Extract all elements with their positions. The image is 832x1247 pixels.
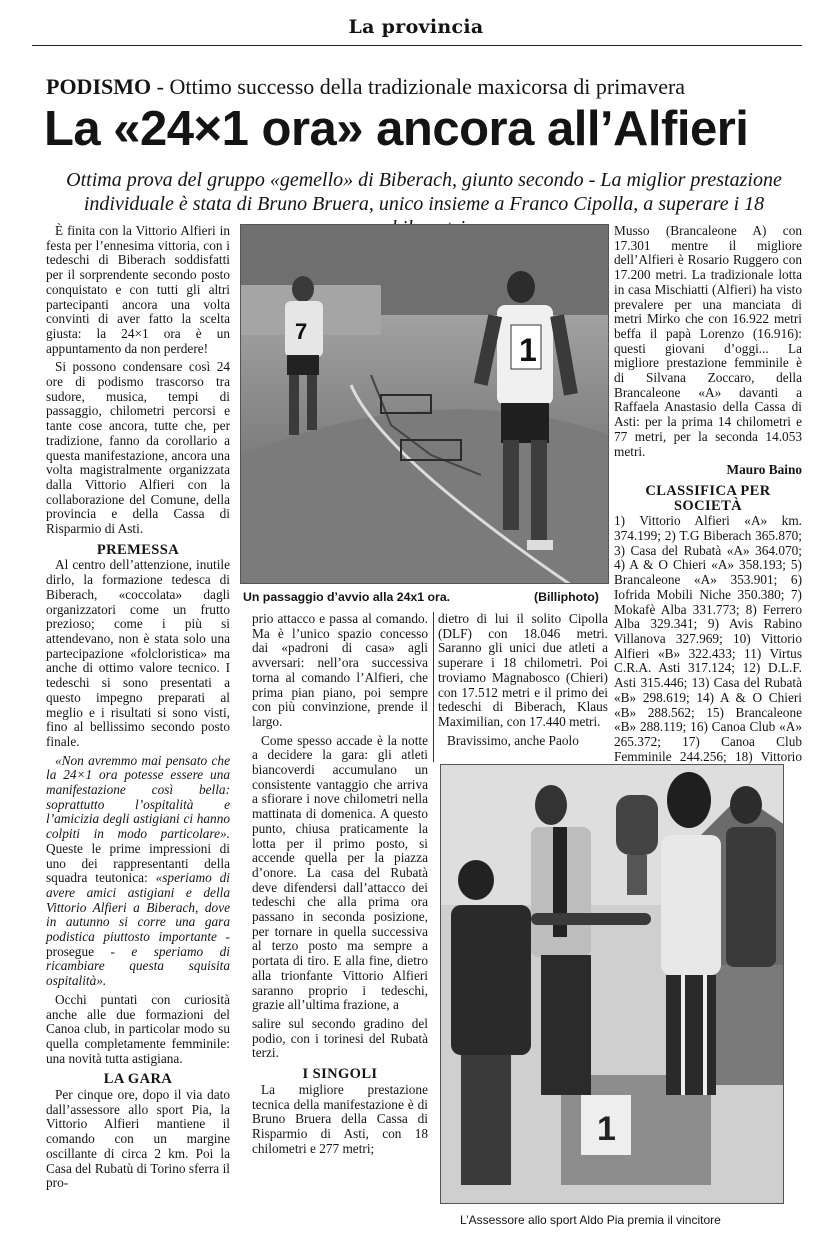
- podium-image: [441, 765, 784, 1204]
- photo2-caption: L’Assessore allo sport Aldo Pia premia il vincitore: [460, 1213, 721, 1227]
- paragraph: Per cinque ore, dopo il via dato dall’assessore allo sport Pia, la Vittorio Alfieri mantiene il comando con un margine oscillante di circa 2 km. Poi la Casa del Rubatù di Torino sferra il pro-: [46, 1087, 230, 1191]
- paragraph: prio attacco e passa al comando. Ma è l’unico spazio concesso dai «padroni di casa» agli avversari: nell’ora successiva torna al comando l’Alfieri, che prima pian piano, poi sempre con più convinzione, prende il largo.: [252, 611, 428, 729]
- article-column-2: [252, 612, 428, 1160]
- paragraph: È finita con la Vittorio Alfieri in festa per l’ennesima vittoria, con i tedeschi di Biberach soddisfatti per il sorprendente secondo posto conquistato e con tutti gli altri partecipanti ancora una volta convinti di aver fatto la scelta giusta: la 24×1 ora è un appuntamento da non perdere!: [46, 223, 230, 356]
- author-signature: Mauro Baino: [726, 462, 802, 478]
- quote-paragraph: «Non avremmo mai pensato che la 24×1 ora potesse essere una manifestazione così bella: soprattutto l’ospitalità e l’amicizia degli astigiani ci hanno colpiti in modo particolare». Queste le prime impressioni di uno dei rappresentanti della squadra teutonica: «speriamo di avere amici astigiani e della Vittorio Alfieri a Biberach, dove in autunno si corre una gara podistica piuttosto importante - prosegue - e speriamo di ricambiare questa squisita ospitalità».: [46, 752, 231, 989]
- masthead-rule: [32, 45, 802, 46]
- svg-text:1: 1: [597, 1110, 616, 1148]
- section-heading: PREMESSA: [96, 541, 180, 558]
- photo1-caption: Un passaggio d’avvio alla 24x1 ora.: [243, 590, 451, 604]
- runners-image: [241, 225, 609, 584]
- paragraph: Come spesso accade è la notte a decidere la gara: gli atleti biancoverdi accumulano un consistente vantaggio che arriva a sfiorare i nove chilometri nella mattinata di domenica. A questo punto, chiusa praticamente la lotta per il primo posto, si accende quella per la piazza d’onore. La casa del Rubatà deve difendersi dall’attacco dei tedeschi che alla prima ora passano in seconda posizione, per tornare in quella successiva al terzo posto ma sempre a portata di tiro. E alla fine, dietro alla trionfante Vittorio Alfieri saranno proprio i tedeschi, grazie all’ultima frazione, a: [252, 732, 428, 1013]
- paragraph: dietro di lui il solito Cipolla (DLF) con 18.046 metri. Saranno gli unici due atleti a superare i 18 chilometri. Poi troviamo Magnabosco (Chieri) con 17.512 metri e il primo dei tedeschi di Biberach, Klaus Maximilian, con 17.440 metri.: [438, 611, 608, 729]
- column-divider: [433, 612, 434, 762]
- subheadline: Ottima prova del gruppo «gemello» di Biberach, giunto secondo - La miglior prestazione individuale è stata di Bruno Bruera, unico insieme a Franco Cipolla, a superare i 18: [66, 169, 782, 215]
- kicker-text: - Ottimo successo della tradizionale maxicorsa di primavera: [151, 74, 686, 99]
- standings-list: 1) Vittorio Alfieri «A» km. 374.199; 2) T.G Biberach 365.870; 3) Casa del Rubatà «A» 364.070; 4) A & O Chieri «A» 358.193; 5) Brancaleone «A» 353.901; 6) Iofrida Mobili Niche 350.380; 7) Mokafè Alba 331.773; 8) Ferrero Alba 329.341; 9) Avis Rabino Villanova 327.969; 10) Vittorio Alfieri «B» 322.433; 11) Virtus C.R.A. Asti 317.124; 12) D.L.F. Asti 315.446; 13) Casa del Rubatà «B» 298.619; 14) A & O Chieri «B» 288.562; 15) Brancaleone «B» 288.119; 16) Canoa Club «A» 265.372; 17) Canoa Club Femminile 244.256; 18) Vittorio: [614, 513, 802, 764]
- paragraph: Musso (Brancaleone A) con 17.301 mentre il migliore dell’Alfieri è Rosario Ruggero con 17.200 metri. La tradizionale lotta in casa Mischiatti (Alfieri) ha visto prevalere per una manciata di metri Mirko che con 16.922 metri beffa il papà Lorenzo (16.916): questi giovani d’oggi... La migliore prestazione femminile è di Silvana Zoccaro, della Brancaleone «A» davanti a Raffaela Anastasio della Cassa di Asti: per la prima 14 chilometri e 77 metri, per la seconda 14.053 metri.: [614, 223, 802, 459]
- article-column-3: [438, 612, 608, 752]
- svg-text:7: 7: [295, 319, 308, 344]
- kicker: [46, 74, 806, 100]
- article-column-1: [46, 224, 230, 1195]
- photo-runners: [240, 224, 609, 584]
- kicker-section: PODISMO: [46, 74, 152, 99]
- photo-podium: [440, 764, 784, 1204]
- article-column-4: [614, 224, 802, 783]
- masthead: La provincia: [348, 16, 484, 38]
- paragraph: Bravissimo, anche Paolo: [447, 732, 579, 748]
- paragraph: Occhi puntati con curiosità anche alle due formazioni del Canoa club, in particolar modo su quella completamente femminile: una novità tutta astigiana.: [46, 991, 230, 1066]
- svg-text:1: 1: [519, 332, 537, 368]
- headline: La «24×1 ora» ancora all’Alfieri: [44, 102, 749, 156]
- paragraph: La migliore prestazione tecnica della manifestazione è di Bruno Bruera della Cassa di Risparmio di Asti, con 18 chilometri e 277 metri;: [252, 1081, 428, 1156]
- section-heading: CLASSIFICA PER SOCIETÀ: [645, 482, 771, 514]
- paragraph: Si possono condensare così 24 ore di podismo trascorso tra sudore, musica, tempi di passaggio, chilometri percorsi e tante cose ancora, tutte che, per tradizione, fanno da corollario a questa manifestazione, ancora una volta magistralmente organizzata dalla Vittorio Alfieri con la collaborazione del Comune, della provincia e della Cassa di Risparmio di Asti.: [46, 359, 230, 537]
- section-heading: I SINGOLI: [302, 1066, 378, 1083]
- paragraph: Al centro dell’attenzione, inutile dirlo, la formazione tedesca di Biberach, «coccolata» dagli organizzatori come un frutto prezioso; come i più si attendevano, non è stata solo una partecipazione «folcloristica» ma anche di ottimo valore tecnico. I tedeschi si sono presentati a questo impegno preparati al meglio e i risultati si sono visti, fino al bellissimo secondo posto finale.: [46, 557, 230, 749]
- photo1-credit: (Billiphoto): [534, 590, 599, 604]
- paragraph: salire sul secondo gradino del podio, con i torinesi del Rubatà terzi.: [252, 1015, 428, 1061]
- section-heading: LA GARA: [103, 1071, 173, 1088]
